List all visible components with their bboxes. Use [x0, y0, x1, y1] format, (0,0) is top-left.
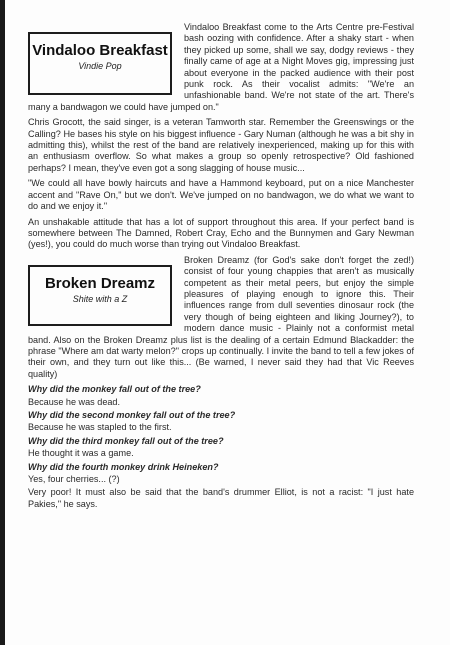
paragraph: Broken Dreamz (for God's sake don't forget the zed!) consist of four young chappies that aren't as musically competent as their metal peers, but enjoy the simple pleasures of playing enough to ignore this. Their influences range from dull seventies dinosaur rock (the very though of being eighteen and liking Journey?), to modern dance music - Plainly not a conformist metal band. Also on the Broken Dreamz plus list is the dealing of a certain Edmund Blackadder: the phrase "Where am dat warty melon?" crops up continually. I invite the band to tell a few jokes of their own, and they turn out like this... (Be warned, I never said they had that Vic Reeves quality) [28, 254, 414, 379]
joke-answer: Because he was dead. [28, 396, 121, 407]
paragraph: Very poor! It must also be said that the band's drummer Elliot, is not a racist: "I just hate Pakies," he says. [28, 487, 414, 509]
paragraph: Chris Grocott, the said singer, is a veteran Tamworth star. Remember the Greenswings or the Calling? He bases his style on his biggest influence - Gary Numan (although he was a bit shy in admitting this), whilst the rest of the band are relatively inexperienced, making up for this with an enthusiasm overflow. So what makes a group so openly retrospective? Old fashioned perhaps? I mean, they've even got a song slagging of house music... [28, 117, 414, 173]
band-name: Broken Dreamz [44, 274, 156, 292]
joke-question: Why did the third monkey fall out of the tree? [28, 435, 224, 446]
joke-question: Why did the fourth monkey drink Heineken? [28, 461, 219, 472]
band-genre: Vindie Pop [78, 61, 122, 71]
joke-answer: Because he was stapled to the first. [28, 422, 172, 433]
band-name: Vindaloo Breakfast [32, 42, 168, 59]
joke-answer: Yes, four cherries... (?) [28, 474, 120, 485]
joke-answer: He thought it was a game. [28, 448, 134, 459]
paragraph: Vindaloo Breakfast come to the Arts Centre pre-Festival bash oozing with confidence. After a shaky start - when they picked up some, shall we say, dodgy reviews - they finally came of age at a Night Moves gig, impressing just about everyone in the packed audience with their post punk rock. As their vocalist admits: "We're an unfashionable band. We're not state of the art. There's many a bandwagon we could have jumped on." [28, 22, 414, 112]
joke-question: Why did the monkey fall out of the tree? [28, 384, 201, 395]
band-section-broken-dreamz [28, 255, 414, 515]
band-title-box [28, 32, 172, 95]
band-genre: Shite with a Z [72, 293, 128, 304]
paragraph: An unshakable attitude that has a lot of support throughout this area. If your perfect band is somewhere between The Damned, Robert Cray, Echo and the Bunnymen and Gary Newman (yes!), you could do much worse than trying out Vindaloo Breakfast. [28, 216, 414, 250]
joke-question: Why did the second monkey fall out of the tree? [28, 410, 236, 420]
band-section-vindaloo-breakfast [28, 22, 414, 255]
band-title-box [28, 265, 172, 326]
page-spine-edge [0, 0, 5, 645]
paragraph: "We could all have bowly haircuts and have a Hammond keyboard, put on a nice Manchester accent and "Rave On," but we don't. We've jumped on no bandwagon, we do what we want to do and we enjoy it." [28, 178, 414, 212]
article-column [28, 22, 414, 514]
